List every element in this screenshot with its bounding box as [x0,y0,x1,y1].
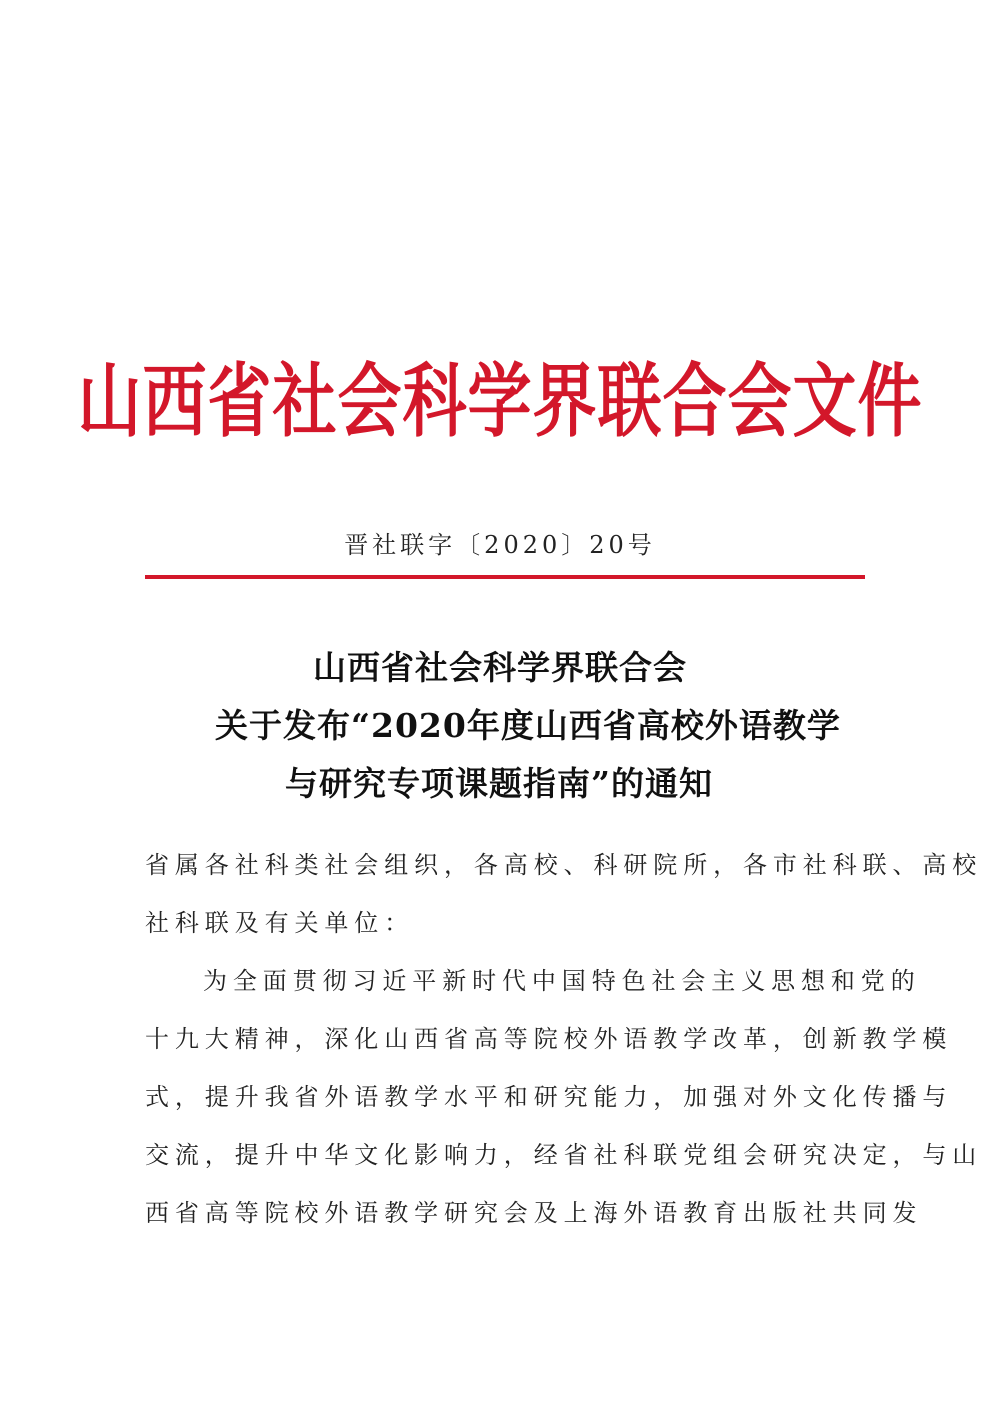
body-paragraph-line-4: 交流，提升中华文化影响力，经省社科联党组会研究决定，与山 [145,1141,983,1169]
body-paragraph-line-1: 为全面贯彻习近平新时代中国特色社会主义思想和党的 [203,967,921,995]
notice-title-line-1: 山西省社会科学界联合会 [313,648,687,687]
addressee-line-1: 省属各社科类社会组织，各高校、科研院所，各市社科联、高校 [145,851,983,879]
red-divider-line [145,575,865,579]
org-document-header: 山西省社会科学界联合会文件 [77,356,923,449]
body-paragraph-line-5: 西省高等院校外语教学研究会及上海外语教育出版社共同发 [145,1199,923,1227]
notice-title-line-3: 与研究专项课题指南”的通知 [285,764,713,803]
body-paragraph-line-2: 十九大精神，深化山西省高等院校外语教学改革，创新教学模 [145,1025,953,1053]
addressee-line-2: 社科联及有关单位： [145,909,415,937]
notice-title-line-2: 关于发布“2020年度山西省高校外语教学 [215,706,841,745]
body-paragraph-line-3: 式，提升我省外语教学水平和研究能力，加强对外文化传播与 [145,1083,953,1111]
document-number: 晋社联字〔2020〕20号 [344,531,656,559]
